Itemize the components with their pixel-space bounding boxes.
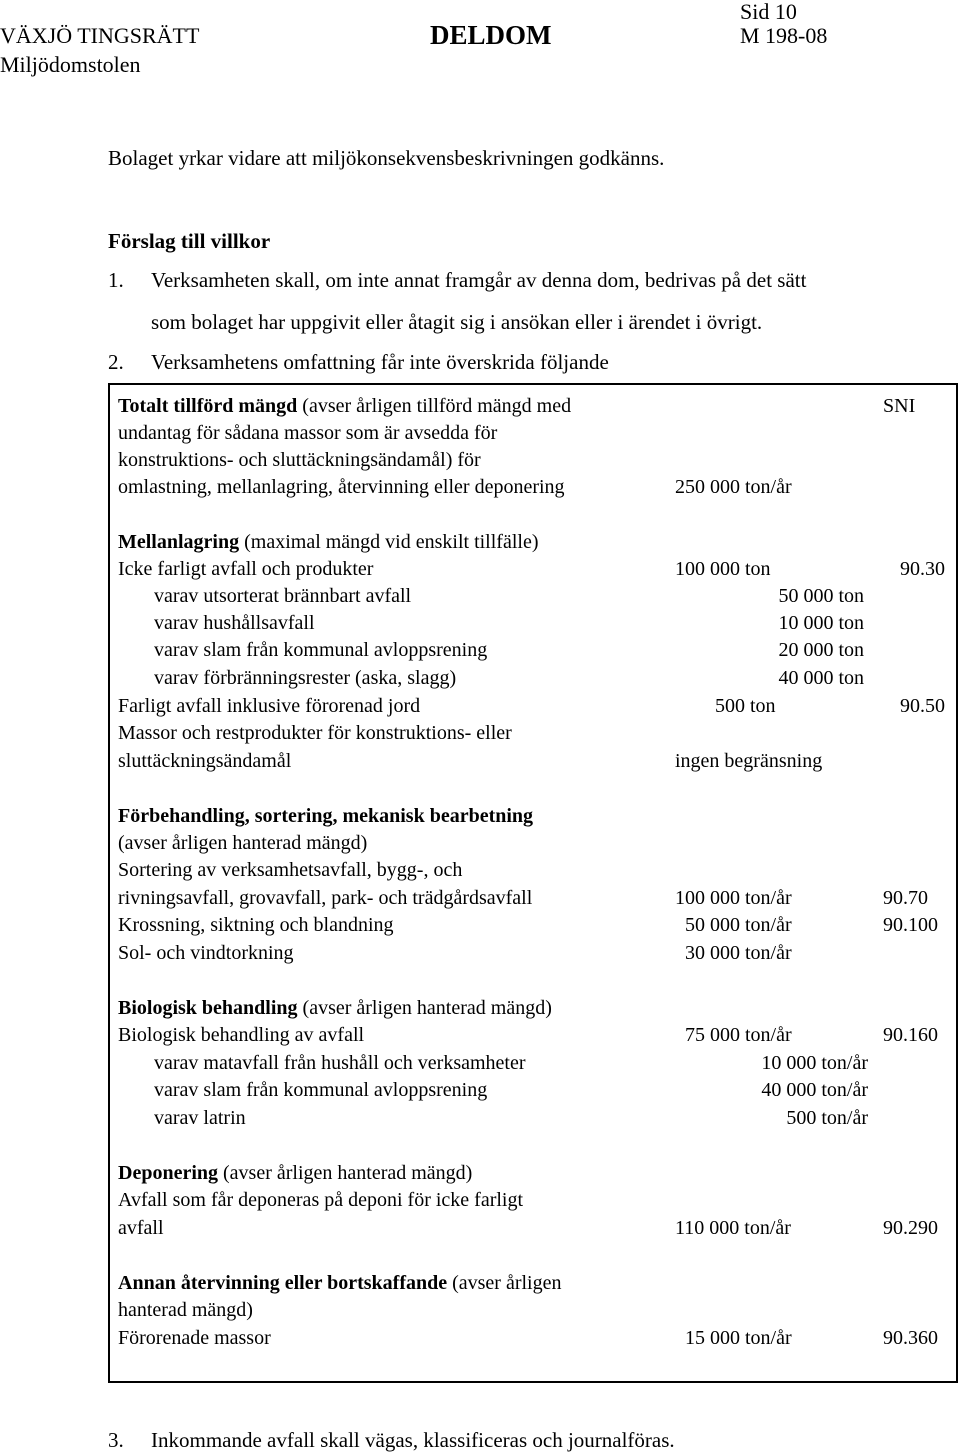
total-section-line-4: omlastning, mellanlagring, återvinning eller deponering (118, 476, 565, 498)
item-2-text: Verksamhetens omfattning får inte överskrida följande (151, 350, 609, 374)
mellanlagring-heading (118, 529, 538, 556)
conditions-table (108, 383, 958, 1383)
total-section-line-2: undantag för sådana massor som är avsedda för (118, 422, 498, 444)
biologisk-row-amount: 500 ton/år (786, 1107, 868, 1129)
biologisk-row-label: Biologisk behandling av avfall (118, 1024, 365, 1046)
mellanlagring-title-rest: (maximal mängd vid enskilt tillfälle) (239, 531, 539, 553)
mellanlagring-row-label: varav utsorterat brännbart avfall (154, 585, 412, 607)
section-heading: Förslag till villkor (108, 229, 271, 253)
forbehandling-row-sni: 90.100 (883, 914, 938, 936)
deponering-line-1: Avfall som får deponeras på deponi för icke farligt (118, 1189, 524, 1211)
total-section-line-3: konstruktions- och sluttäckningsändamål) för (118, 449, 481, 471)
total-section-line-1 (118, 393, 571, 420)
mellanlagring-row-label: Farligt avfall inklusive förorenad jord (118, 695, 421, 717)
annan-line-3: Förorenade massor (118, 1327, 271, 1349)
biologisk-row-label: varav latrin (154, 1107, 246, 1129)
total-section-title: Totalt tillförd mängd (118, 395, 298, 417)
deponering-sni: 90.290 (883, 1217, 938, 1239)
mellanlagring-row-amount: ingen begränsning (675, 750, 823, 772)
deponering-title: Deponering (118, 1162, 218, 1184)
deponering-amount: 110 000 ton/år (675, 1217, 791, 1239)
claim-paragraph: Bolaget yrkar vidare att miljökonsekvensbeskrivningen godkänns. (108, 146, 665, 170)
page-number: Sid 10 (740, 0, 797, 24)
mellanlagring-row-amount: 20 000 ton (778, 639, 864, 661)
biologisk-row-label: varav matavfall från hushåll och verksamheter (154, 1052, 526, 1074)
forbehandling-row-amount: 50 000 ton/år (685, 914, 792, 936)
item-2-number: 2. (108, 350, 124, 374)
mellanlagring-row-amount: 50 000 ton (778, 585, 864, 607)
biologisk-row-label: varav slam från kommunal avloppsrening (154, 1079, 488, 1101)
forbehandling-row-label: Krossning, siktning och blandning (118, 914, 394, 936)
mellanlagring-row-label: varav förbränningsrester (aska, slagg) (154, 667, 457, 689)
biologisk-row-sni: 90.160 (883, 1024, 938, 1046)
forbehandling-row-label: rivningsavfall, grovavfall, park- och trädgårdsavfall (118, 887, 533, 909)
mellanlagring-row-amount: 500 ton (715, 695, 776, 717)
forbehandling-row-amount: 30 000 ton/år (685, 942, 792, 964)
item-1-line-1: Verksamheten skall, om inte annat framgår av denna dom, bedrivas på det sätt (151, 268, 807, 292)
total-amount: 250 000 ton/år (675, 476, 792, 498)
item-1-number: 1. (108, 268, 124, 292)
court-department: Miljödomstolen (0, 52, 141, 77)
biologisk-title-rest: (avser årligen hanterad mängd) (297, 997, 552, 1019)
sni-column-header: SNI (883, 395, 916, 417)
deponering-title-rest: (avser årligen hanterad mängd) (218, 1162, 473, 1184)
annan-heading (118, 1270, 562, 1297)
biologisk-heading (118, 995, 552, 1022)
biologisk-row-amount: 10 000 ton/år (761, 1052, 868, 1074)
biologisk-row-amount: 40 000 ton/år (761, 1079, 868, 1101)
deponering-line-2: avfall (118, 1217, 164, 1239)
document-type: DELDOM (430, 20, 552, 50)
total-section-title-rest: (avser årligen tillförd mängd med (297, 395, 572, 417)
mellanlagring-row-label: Massor och restprodukter för konstruktions- eller (118, 722, 512, 744)
mellanlagring-title: Mellanlagring (118, 531, 240, 553)
forbehandling-subtitle: (avser årligen hanterad mängd) (118, 832, 368, 854)
annan-amount: 15 000 ton/år (685, 1327, 792, 1349)
biologisk-row-amount: 75 000 ton/år (685, 1024, 792, 1046)
mellanlagring-row-sni: 90.30 (900, 558, 945, 580)
item-3-number: 3. (108, 1428, 124, 1452)
case-number: M 198-08 (740, 23, 828, 48)
item-3-text: Inkommande avfall skall vägas, klassificeras och journalföras. (151, 1428, 675, 1452)
biologisk-title: Biologisk behandling (118, 997, 298, 1019)
forbehandling-title: Förbehandling, sortering, mekanisk bearbetning (118, 805, 534, 827)
mellanlagring-row-sni: 90.50 (900, 695, 945, 717)
annan-line-2: hanterad mängd) (118, 1299, 253, 1321)
annan-sni: 90.360 (883, 1327, 938, 1349)
annan-title: Annan återvinning eller bortskaffande (118, 1272, 448, 1294)
mellanlagring-row-label: varav hushållsavfall (154, 612, 315, 634)
mellanlagring-row-amount: 100 000 ton (675, 558, 771, 580)
mellanlagring-row-label: varav slam från kommunal avloppsrening (154, 639, 488, 661)
annan-title-rest: (avser årligen (447, 1272, 562, 1294)
forbehandling-row-label: Sol- och vindtorkning (118, 942, 294, 964)
forbehandling-row-label: Sortering av verksamhetsavfall, bygg-, och (118, 859, 463, 881)
court-name: VÄXJÖ TINGSRÄTT (0, 23, 200, 48)
forbehandling-row-sni: 90.70 (883, 887, 928, 909)
deponering-heading (118, 1160, 472, 1187)
mellanlagring-row-label: Icke farligt avfall och produkter (118, 558, 374, 580)
forbehandling-row-amount: 100 000 ton/år (675, 887, 792, 909)
mellanlagring-row-amount: 40 000 ton (778, 667, 864, 689)
mellanlagring-row-label: sluttäckningsändamål (118, 750, 292, 772)
mellanlagring-row-amount: 10 000 ton (778, 612, 864, 634)
item-1-line-2: som bolaget har uppgivit eller åtagit sig i ansökan eller i ärendet i övrigt. (151, 310, 763, 334)
